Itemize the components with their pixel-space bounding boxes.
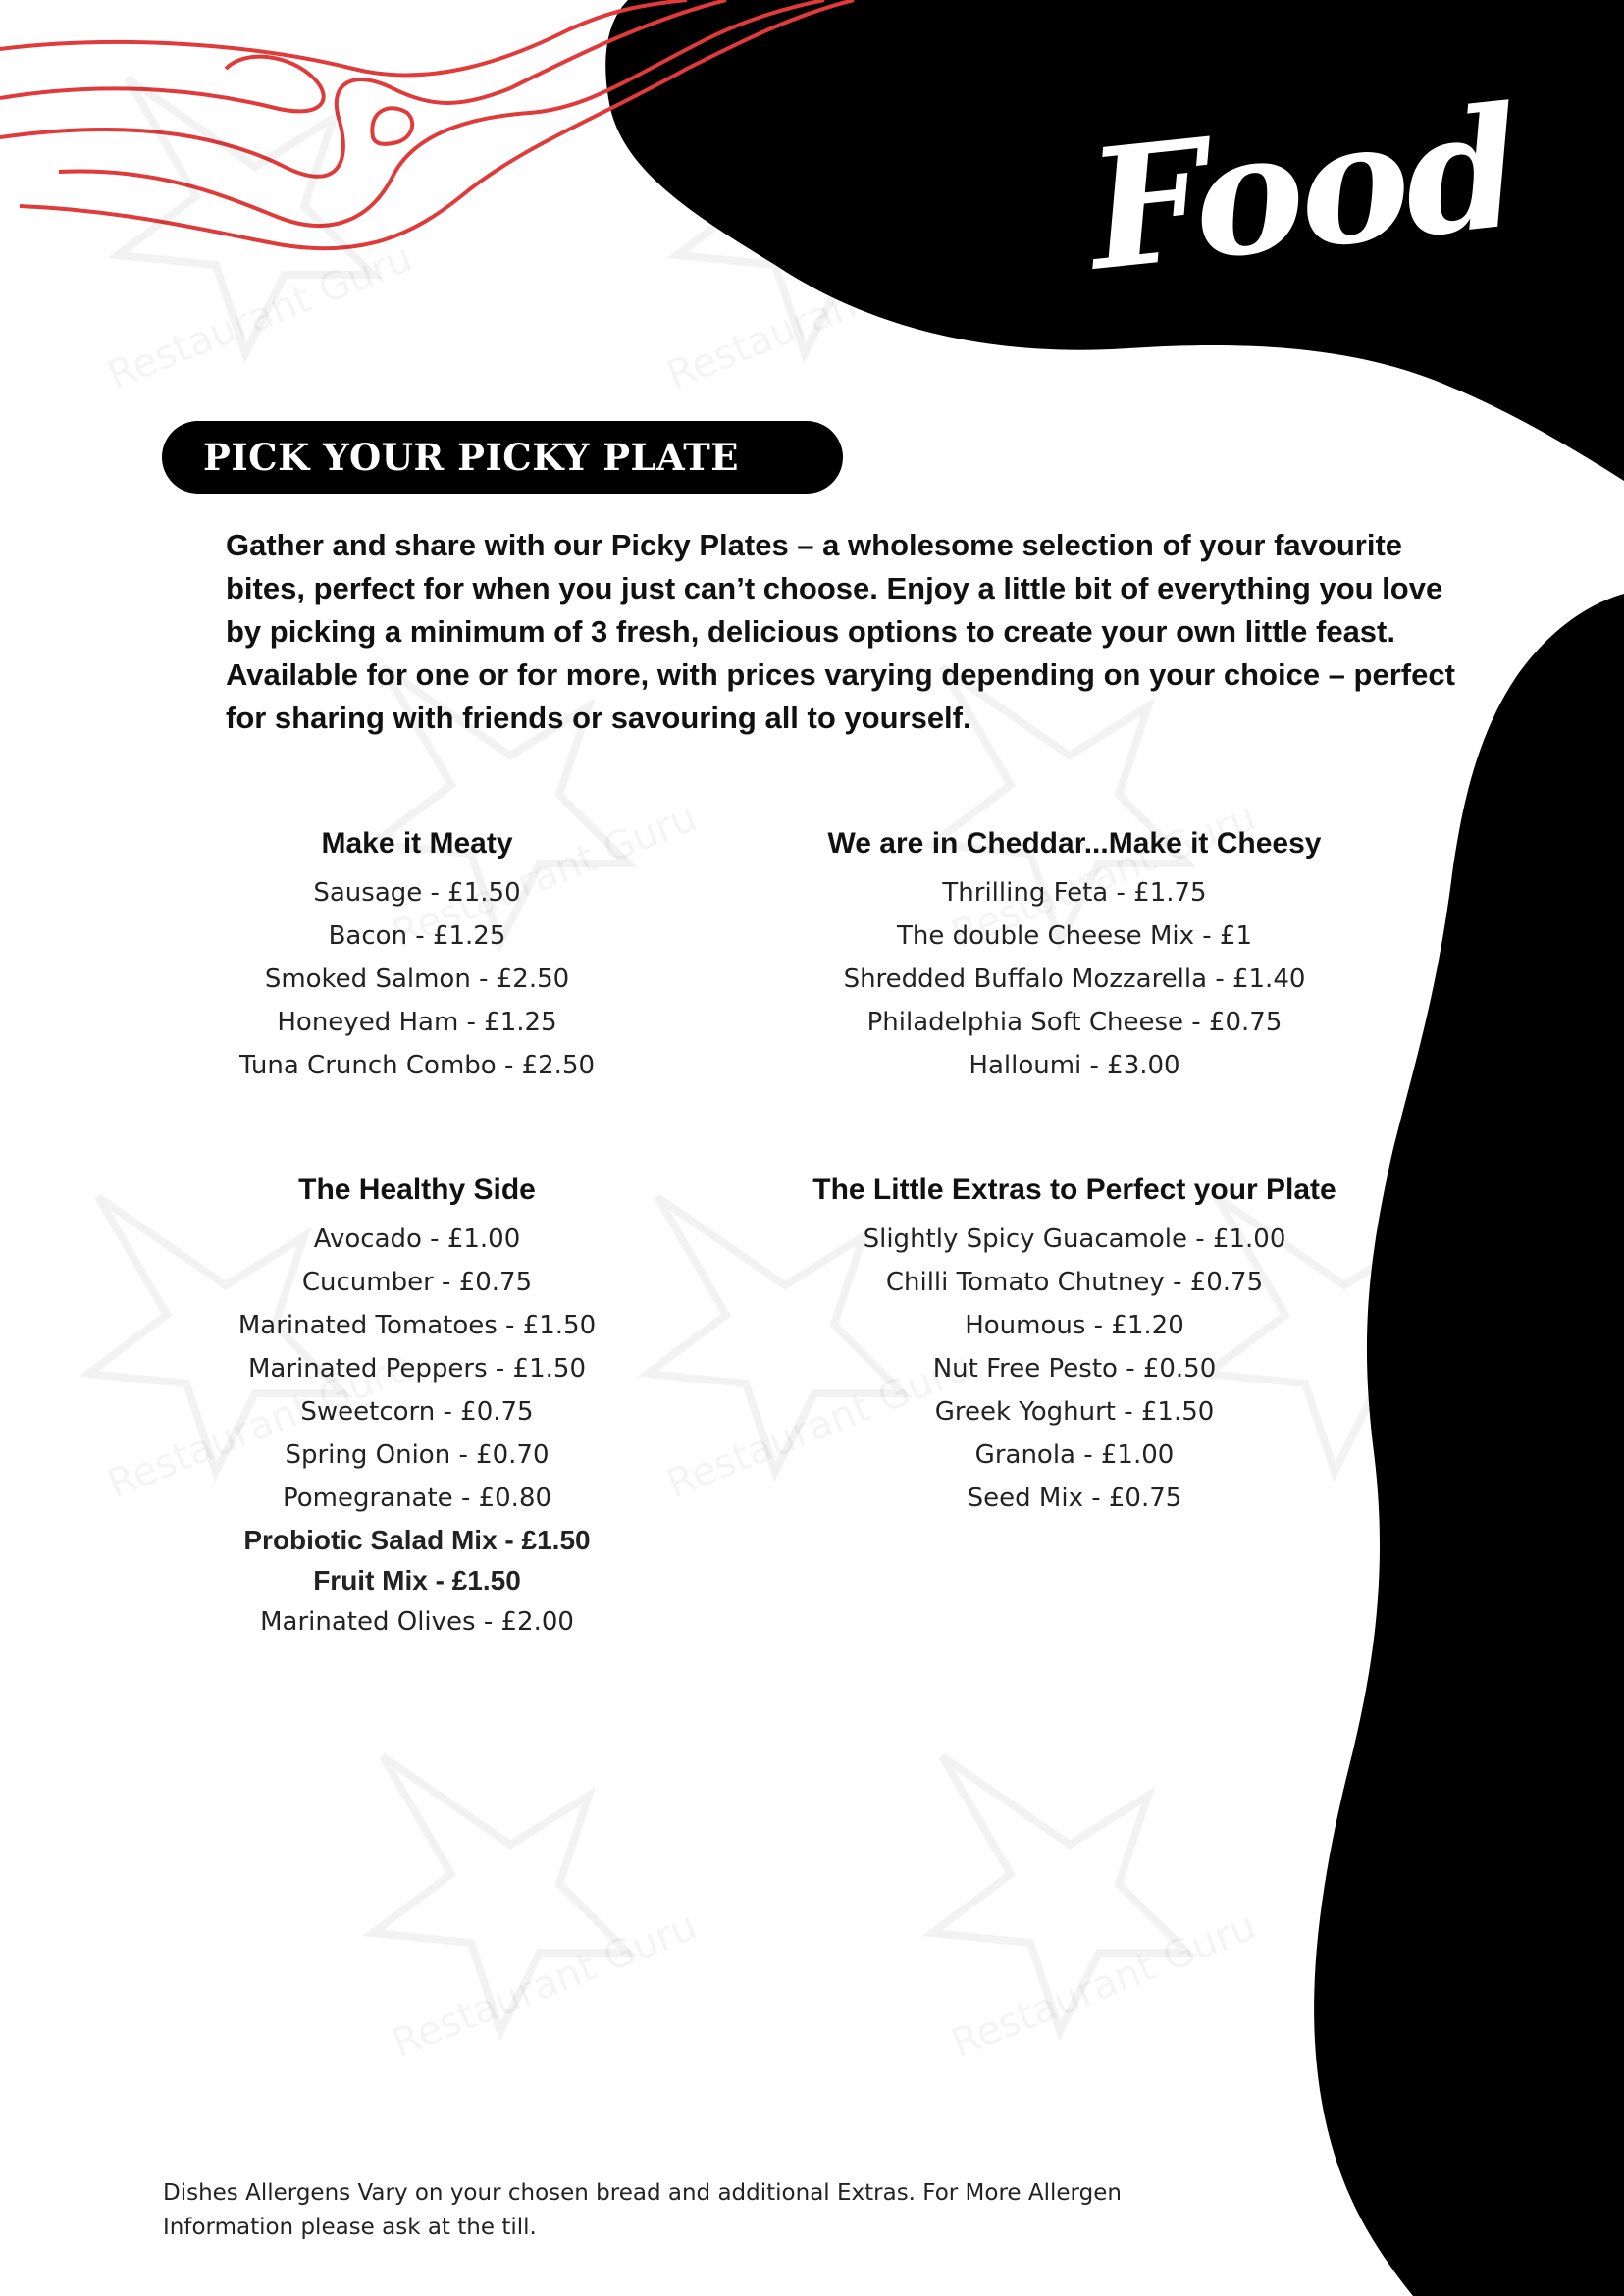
menu-item: Fruit Mix - £1.50 — [313, 1565, 521, 1595]
item-list — [182, 871, 653, 1087]
item-list — [182, 1218, 653, 1644]
menu-section-cheesy — [785, 822, 1364, 1087]
menu-item: Probiotic Salad Mix - £1.50 — [243, 1525, 591, 1555]
menu-item: Spring Onion - £0.70 — [285, 1440, 550, 1470]
section-title: The Little Extras to Perfect your Plate — [812, 1174, 1336, 1206]
menu-section-healthy — [182, 1169, 653, 1644]
item-list — [785, 871, 1364, 1087]
menu-item: Honeyed Ham - £1.25 — [277, 1008, 557, 1037]
menu-section-extras — [785, 1169, 1364, 1520]
menu-item: Tuna Crunch Combo - £2.50 — [238, 1051, 596, 1080]
menu-item: Granola - £1.00 — [974, 1440, 1175, 1470]
menu-item: Smoked Salmon - £2.50 — [264, 965, 570, 994]
menu-item: Seed Mix - £0.75 — [967, 1484, 1182, 1513]
menu-item: Slightly Spicy Guacamole - £1.00 — [863, 1225, 1286, 1254]
item-list — [785, 1218, 1364, 1520]
menu-item: Cucumber - £0.75 — [301, 1268, 533, 1297]
section-title: We are in Cheddar...Make it Cheesy — [827, 827, 1322, 860]
page-title: Food — [1080, 70, 1526, 308]
intro-paragraph: Gather and share with our Picky Plates – a wholesome selection of your favourite bites, perfect for when you just can’t choose. Enjoy a little bit of everything you love by picking a minimum of 3 fresh, delicious options to create your own little feast. Available for one or for more, with prices varying depending on your choice – perfect for sharing with friends or savouring all to yourself. — [226, 528, 1455, 735]
menu-item: Nut Free Pesto - £0.50 — [932, 1354, 1217, 1383]
menu-item: Chilli Tomato Chutney - £0.75 — [885, 1268, 1264, 1297]
menu-item: Marinated Olives - £2.00 — [260, 1607, 574, 1637]
allergen-note: Dishes Allergens Vary on your chosen bread and additional Extras. For More Allergen Information please ask at the till. — [163, 2180, 1122, 2240]
menu-item: Sausage - £1.50 — [313, 878, 521, 908]
menu-item: Marinated Peppers - £1.50 — [248, 1354, 586, 1383]
menu-item: Sweetcorn - £0.75 — [300, 1397, 534, 1427]
menu-item: Marinated Tomatoes - £1.50 — [237, 1311, 597, 1340]
menu-item: The double Cheese Mix - £1 — [897, 921, 1252, 951]
menu-item: Houmous - £1.20 — [965, 1311, 1184, 1340]
section-title: The Healthy Side — [298, 1174, 536, 1206]
menu-item: Bacon - £1.25 — [328, 921, 506, 951]
menu-item: Greek Yoghurt - £1.50 — [934, 1397, 1215, 1427]
menu-item: Thrilling Feta - £1.75 — [942, 878, 1207, 908]
section-banner — [162, 421, 843, 494]
menu-item: Philadelphia Soft Cheese - £0.75 — [866, 1008, 1283, 1037]
menu-item: Pomegranate - £0.80 — [282, 1484, 552, 1513]
section-banner-label: PICK YOUR PICKY PLATE — [203, 436, 739, 479]
menu-section-meaty — [182, 822, 653, 1087]
menu-item: Avocado - £1.00 — [313, 1225, 521, 1254]
menu-item: Halloumi - £3.00 — [969, 1051, 1180, 1080]
menu-item: Shredded Buffalo Mozzarella - £1.40 — [843, 965, 1306, 994]
section-title: Make it Meaty — [321, 827, 513, 860]
